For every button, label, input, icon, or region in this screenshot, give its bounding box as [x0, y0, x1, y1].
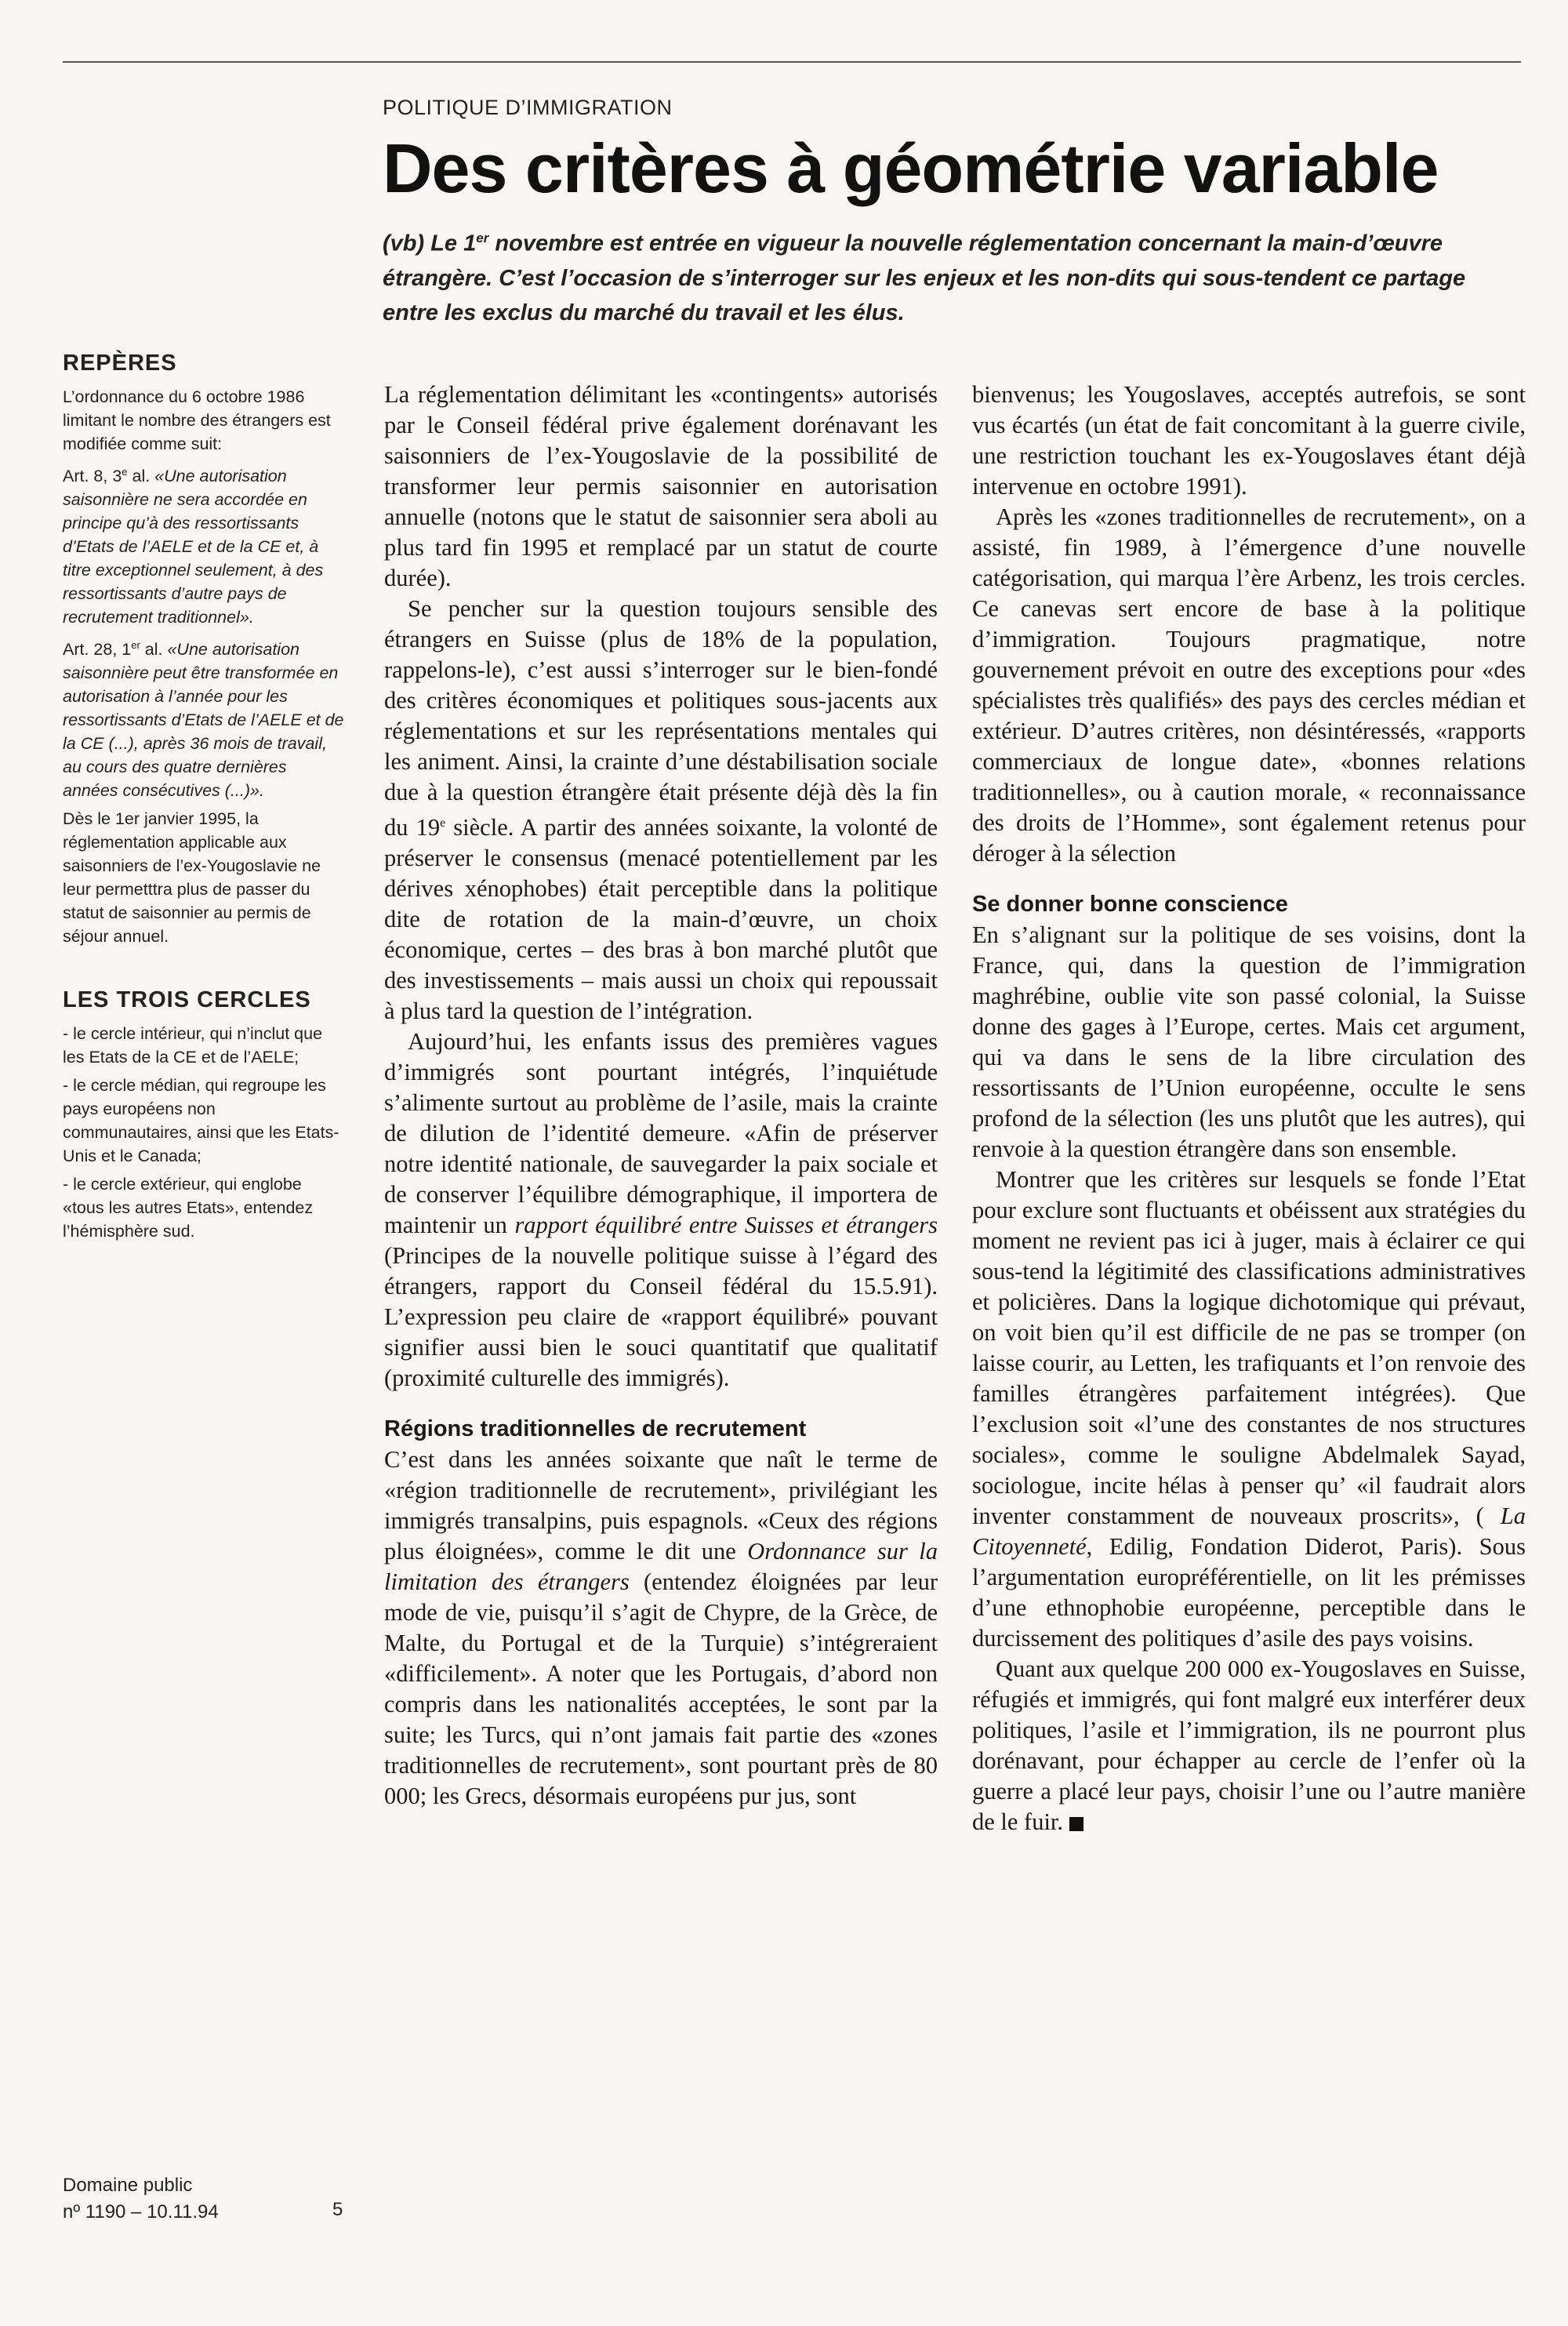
art28-label: Art. 28, 1 — [63, 640, 132, 660]
trois-cercles-title: LES TROIS CERCLES — [63, 987, 311, 1013]
lead-text-start: (vb) Le 1 — [383, 231, 477, 256]
col1-p3-end: (Principes de la nouvelle politique suisse à l’égard des étrangers, rapport du Conseil fédéral du 15.5.91). L’expression peu claire de «rapport équilibré» pouvant signifier aussi bien le souci quantitatif que qualitatif (proximité culturelle des immigrés). — [384, 1242, 938, 1392]
col1-p4-start: C’est dans les années soixante que naît le terme de «région traditionnelle de recrutement», privilégiant les immigrés transalpins, puis espagnols. «Ceux des régions plus éloignées», comme le dit une — [384, 1446, 938, 1565]
subheading-bonne-conscience: Se donner bonne conscience — [972, 892, 1288, 917]
sidebar — [63, 349, 345, 1248]
article-column-2 — [972, 380, 1526, 1837]
article-column-1 — [384, 380, 938, 1812]
lead-text-end: novembre est entrée en vigueur la nouvelle réglementation concernant la main-d’œuvre étrangère. C’est l’occasion de s’interroger sur les enjeux et les non-dits qui sous-tendent ce partage entre les exclus du marché du travail et les élus. — [383, 231, 1466, 325]
article-headline: Des critères à géométrie variable — [383, 129, 1439, 207]
art28-text: «Une autorisation saisonnière peut être transformée en autorisation à l’année pour les ressortissants d’Etats de l’AELE et de la CE (...), après 36 mois de travail, au cours des quatre dernières années consécutives (...)». — [63, 640, 344, 801]
page-footer — [63, 2172, 361, 2226]
cercle-interieur: - le cercle intérieur, qui n’inclut que les Etats de la CE et de l’AELE; — [63, 1024, 323, 1067]
trois-cercles-box — [63, 986, 345, 1243]
col2-paragraph-1: bienvenus; les Yougoslaves, acceptés autrefois, se sont vus écartés (un état de fait concomitant à la guerre civile, une restriction touchant les ex-Yougoslaves étant déjà intervenue en octobre 1991). — [972, 381, 1526, 500]
col2-p4-end: , Edilig, Fondation Diderot, Paris). Sous l’argumentation europréférentielle, on lit les prémisses d’une ethnophobie européenne, perceptible dans le durcissement des politiques d’asile des pays voisins. — [972, 1533, 1526, 1652]
col2-p4-start: Montrer que les critères sur lesquels se fonde l’Etat pour exclure sont fluctuants et obéissent aux stratégies du moment ne revient pas ici à juger, mais à éclairer ce qui sous-tend la légitimité des classifications administratives et policières. Dans la logique dichotomique qui prévaut, on voit bien qu’il est difficile de ne pas se tromper (on laisse courir, au Letten, les trafiquants et l’on renvoie des familles étrangères parfaitement intégrées). Que l’exclusion soit «l’une des constantes de nos structures sociales», comme le souligne Abdelmalek Sayad, sociologue, incite hélas à penser qu’ «il faudrait alors inventer constamment de nouveaux proscrits», ( — [972, 1166, 1526, 1529]
publication-name: Domaine public — [63, 2175, 193, 2196]
reperes-art28 — [63, 634, 345, 802]
cercle-exterieur: - le cercle extérieur, qui englobe «tous les autres Etats», entendez l’hémisphère sud. — [63, 1175, 314, 1241]
col1-paragraph-4 — [384, 1445, 938, 1812]
col2-paragraph-4 — [972, 1165, 1526, 1654]
col1-p4-end: (entendez éloignées par leur mode de vie, puisqu’il s’agit de Chypre, de la Grèce, de Malte, du Portugal et de la Turquie) s’intégreraient «difficilement». A noter que les Portugais, d’abord non compris dans les nationalités acceptées, le sont par la suite; les Turcs, qui n’ont jamais fait partie des «zones traditionnelles de recrutement», sont pourtant près de 80 000; les Grecs, désormais européens pur jus, sont — [384, 1568, 938, 1810]
art8-sup: e — [122, 466, 128, 478]
col2-paragraph-2: Après les «zones traditionnelles de recrutement», on a assisté, fin 1989, à l’émergence d’une nouvelle catégorisation, qui marqua l’ère Arbenz, les trois cercles. Ce canevas sert encore de base à la politique d’immigration. Toujours pragmatique, notre gouvernement prévoit en outre des exceptions pour «des spécialistes très qualifiés» des pays des cercles médian et extérieur. D’autres critères, non désintéressés, «rapports commerciaux de longue date», «bonnes relations traditionnelles», ou à caution morale, « reconnaissance des droits de l’Homme», sont également retenus pour déroger à la sélection — [972, 503, 1526, 867]
col1-p2-start: Se pencher sur la question toujours sensible des étrangers en Suisse (plus de 18% de la population, rappelons-le), c’est aussi s’interroger sur le bien-fondé des critères économiques et politiques sous-jacents aux réglementations et sur les représentations mentales qui les animent. Ainsi, la crainte d’une déstabilisation sociale due à la question étrangère était présente déjà dès la fin du 19 — [384, 595, 938, 841]
col1-p3-italic: rapport équilibré entre Suisses et étrangers — [514, 1212, 938, 1239]
cercle-median: - le cercle médian, qui regroupe les pays européens non communautaires, ainsi que les Etats-Unis et le Canada; — [63, 1076, 339, 1166]
lead-superscript: er — [476, 231, 489, 245]
reperes-title: REPÈRES — [63, 351, 177, 376]
col1-p2-sup: e — [440, 816, 446, 830]
top-rule — [63, 61, 1521, 63]
col2-paragraph-3: En s’alignant sur la politique de ses voisins, dont la France, qui, dans la question de l’immigration maghrébine, oublie vite son passé colonial, la Suisse donne des gages à l’Europe, certes. Mais cet argument, qui va dans le sens de la libre circulation des ressortissants de l’Union européenne, occulte le sens profond de la sélection (les uns plutôt que les autres), qui renvoie à la question étrangère dans son ensemble. — [972, 921, 1526, 1162]
art8-label: Art. 8, 3 — [63, 467, 122, 486]
col1-paragraph-3 — [384, 1027, 938, 1394]
col1-p3-start: Aujourd’hui, les enfants issus des premières vagues d’immigrés sont pourtant intégrés, l’inquiétude s’alimente surtout au problème de l’asile, mais la crainte de dilution de l’identité demeure. «Afin de préserver notre identité nationale, de sauvegarder la paix sociale et de conserver l’équilibre démographique, il importera de maintenir un — [384, 1028, 938, 1239]
reperes-intro: L’ordonnance du 6 octobre 1986 limitant le nombre des étrangers est modifiée comme suit: — [63, 387, 331, 453]
section-kicker: POLITIQUE D’IMMIGRATION — [383, 96, 673, 119]
col1-p4-italic: Ordonnance sur la limitation des étrangers — [384, 1538, 938, 1596]
art28-label-end: al. — [140, 640, 168, 660]
art28-sup: er — [131, 639, 140, 652]
page-number: 5 — [332, 2199, 343, 2220]
reperes-jan1995: Dès le 1er janvier 1995, la réglementation applicable aux saisonniers de l’ex-Yougoslavie ne leur permetttra plus de passer du statut de saisonnier au permis de séjour annuel. — [63, 809, 321, 947]
col2-p5-text: Quant aux quelque 200 000 ex-Yougoslaves en Suisse, réfugiés et immigrés, qui font malgré eux interférer deux politiques, l’asile et l’immigration, ils ne pourront plus dorénavant, pour échapper au cercle de l’enfer où la guerre a placé leur pays, choisir l’une ou l’autre manière de le fuir. — [972, 1655, 1526, 1835]
subheading-regions: Régions traditionnelles de recrutement — [384, 1416, 807, 1442]
end-of-article-mark — [1069, 1817, 1083, 1831]
col1-paragraph-2 — [384, 594, 938, 1027]
issue-number: nº 1190 – 10.11.94 — [63, 2201, 219, 2222]
reperes-box — [63, 349, 345, 948]
art8-text: «Une autorisation saisonnière ne sera accordée en principe qu’à des ressortissants d’Etats de l’AELE et de la CE et, à titre exceptionnel seulement, à des ressortissants d’autre pays de recrutement traditionnel». — [63, 467, 324, 627]
col1-p2-end: siècle. A partir des années soixante, la volonté de préserver le consensus (menacé potentiellement par les dérives xénophobes) était perceptible dans la politique dite de rotation de la main-d’œuvre, un choix économique, certes – des bras à bon marché plutôt que des investissements – mais aussi un choix qui repoussait à plus tard la question de l’intégration. — [384, 814, 938, 1025]
art8-label-end: al. — [127, 467, 155, 486]
col2-paragraph-5 — [972, 1654, 1526, 1837]
article-lead — [383, 221, 1523, 330]
col1-paragraph-1: La réglementation délimitant les «contingents» autorisés par le Conseil fédéral prive également dorénavant les saisonniers de l’ex-Yougoslavie de la possibilité de transformer leur permis saisonnier en autorisation annuelle (notons que le statut de saisonnier sera aboli au plus tard fin 1995 et remplacé par un statut de courte durée). — [384, 381, 938, 591]
reperes-art8 — [63, 460, 345, 629]
col2-p4-italic: La Citoyenneté — [972, 1503, 1526, 1560]
